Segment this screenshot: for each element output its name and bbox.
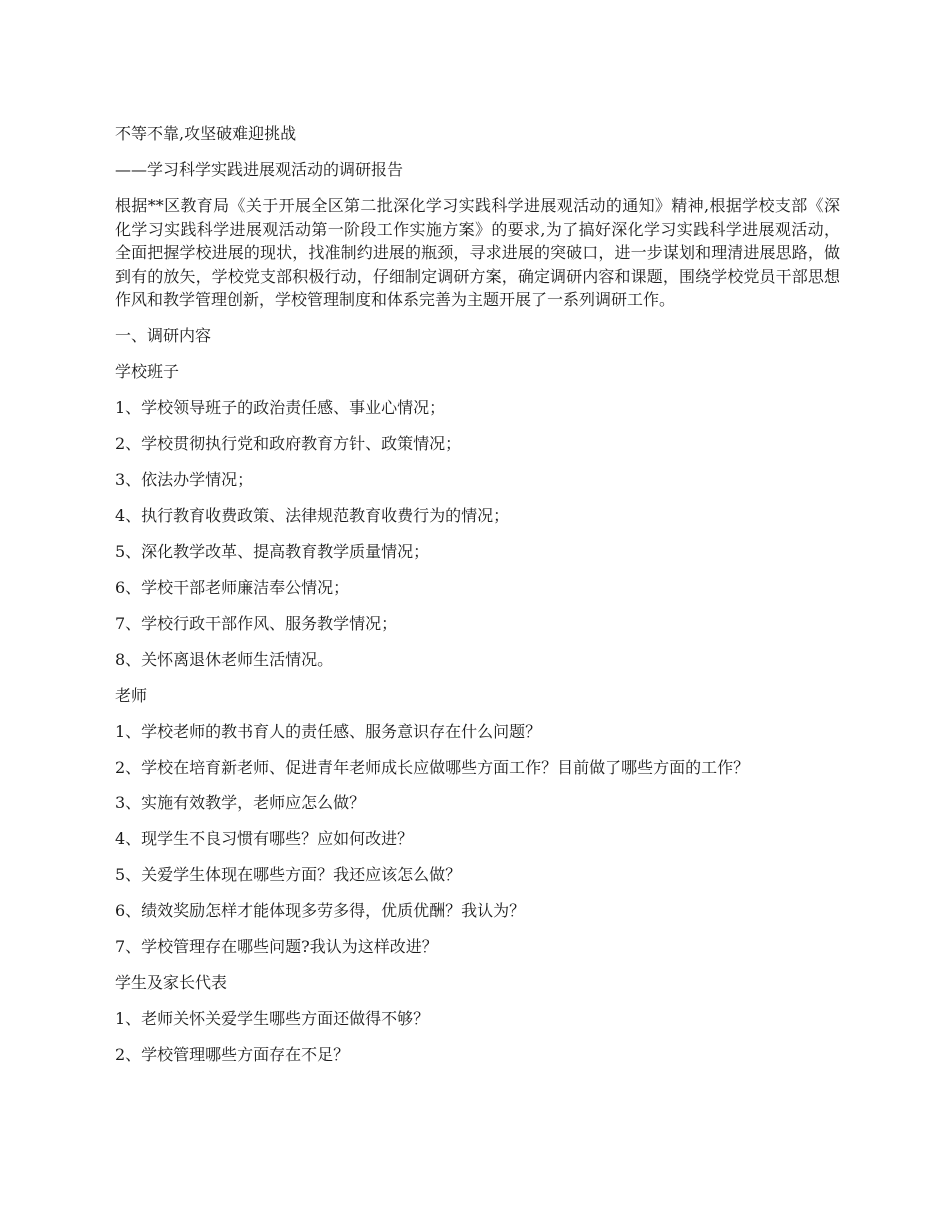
section-heading: 一、调研内容 xyxy=(115,325,212,345)
document-page xyxy=(115,122,840,1079)
list-item: 3、实施有效教学，老师应怎么做？ xyxy=(115,792,366,812)
list-item: 8、关怀离退休老师生活情况。 xyxy=(115,649,334,669)
list-item: 7、学校行政干部作风、服务教学情况； xyxy=(115,613,398,633)
intro-paragraph: 根据**区教育局《关于开展全区第二批深化学习实践科学进展观活动的通知》精神,根据学校支部《深化学习实践科学进展观活动第一阶段工作实施方案》的要求,为了搞好深化学习实践科学进展观活动，全面把握学校进展的现状，找准制约进展的瓶颈，寻求进展的突破口，进一步谋划和理清进展思路，做到有的放矢，学校党支部积极行动，仔细制定调研方案，确定调研内容和课题，围绕学校党员干部思想作风和教学管理创新，学校管理制度和体系完善为主题开展了一系列调研工作。 xyxy=(115,196,840,309)
list-item: 4、现学生不良习惯有哪些？应如何改进？ xyxy=(115,828,414,848)
list-item: 3、依法办学情况； xyxy=(115,469,254,489)
document-subtitle: ——学习科学实践进展观活动的调研报告 xyxy=(115,160,404,179)
document-title: 不等不靠,攻坚破难迎挑战 xyxy=(115,124,297,143)
list-item: 2、学校管理哪些方面存在不足？ xyxy=(115,1044,350,1064)
list-item: 1、学校领导班子的政治责任感、事业心情况； xyxy=(115,397,446,417)
list-item: 2、学校贯彻执行党和政府教育方针、政策情况； xyxy=(115,433,462,453)
list-item: 6、绩效奖励怎样才能体现多劳多得，优质优酬？我认为？ xyxy=(115,900,526,920)
group-heading-teachers: 老师 xyxy=(115,685,148,705)
list-item: 7、学校管理存在哪些问题?我认为这样改进？ xyxy=(115,936,438,956)
list-item: 4、执行教育收费政策、法律规范教育收费行为的情况； xyxy=(115,505,510,525)
list-item: 1、老师关怀关爱学生哪些方面还做得不够？ xyxy=(115,1008,430,1028)
list-item: 1、学校老师的教书育人的责任感、服务意识存在什么问题？ xyxy=(115,721,542,741)
list-item: 6、学校干部老师廉洁奉公情况； xyxy=(115,577,350,597)
list-item: 5、关爱学生体现在哪些方面？我还应该怎么做？ xyxy=(115,864,462,884)
list-item: 5、深化教学改革、提高教育教学质量情况； xyxy=(115,541,430,561)
list-item: 2、学校在培育新老师、促进青年老师成长应做哪些方面工作？目前做了哪些方面的工作？ xyxy=(115,757,750,777)
group-heading-students-parents: 学生及家长代表 xyxy=(115,972,228,992)
group-heading-leadership: 学校班子 xyxy=(115,361,180,381)
